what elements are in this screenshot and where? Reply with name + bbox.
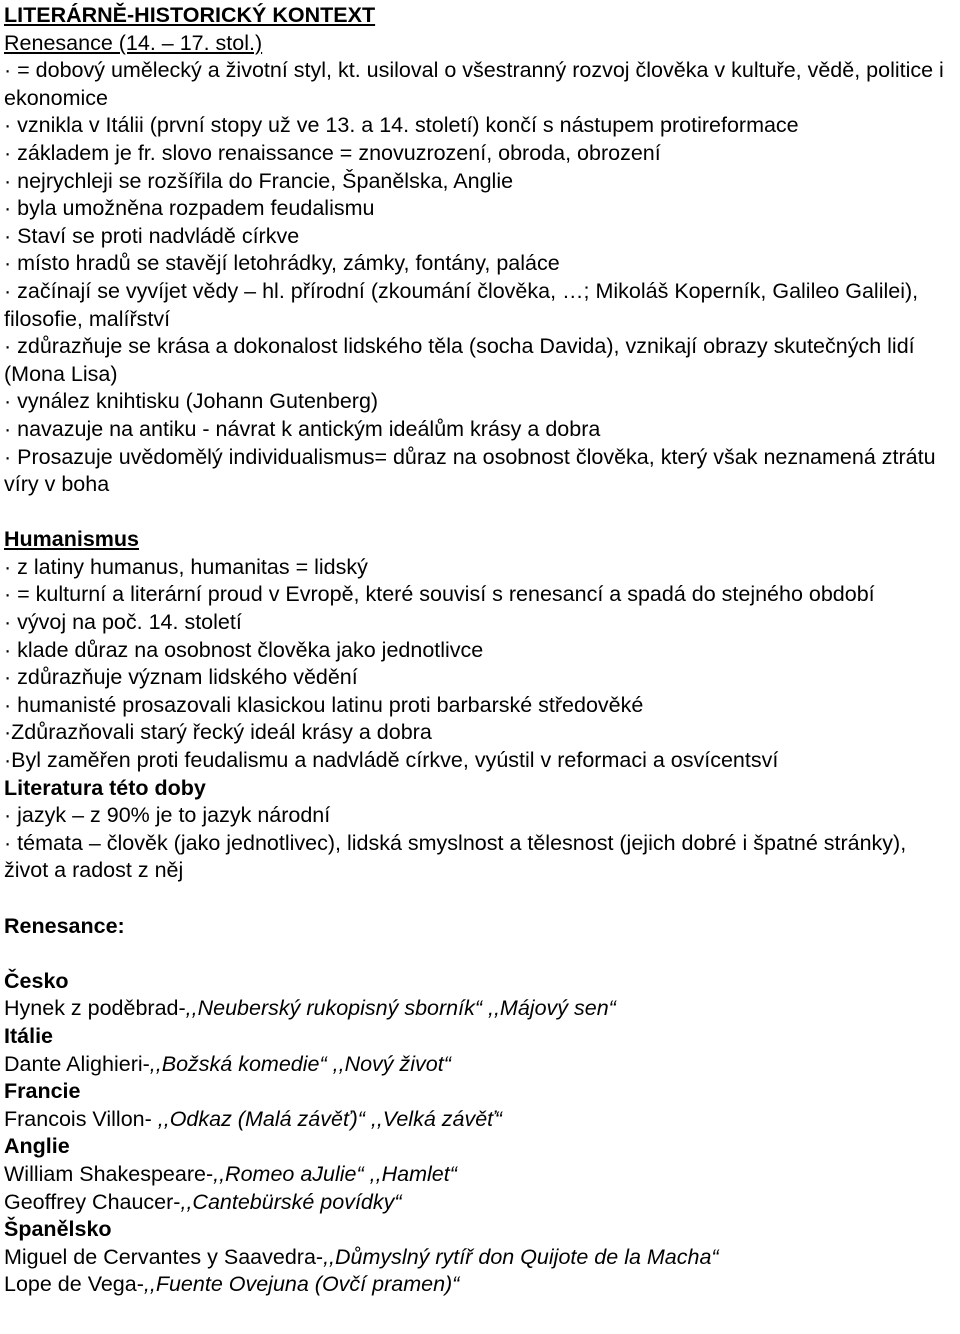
list-item: ·Zdůrazňovali starý řecký ideál krásy a dobra [4, 720, 432, 745]
list-item: · navazuje na antiku - návrat k antickým ideálům krásy a dobra [4, 416, 601, 441]
section-renesance [4, 30, 956, 499]
list-item: · vznikla v Itálii (první stopy už ve 13. a 14. století) končí s nástupem protireformace [4, 113, 799, 138]
author-line [4, 1051, 956, 1079]
list-item: · = dobový umělecký a životní styl, kt. usiloval o všestranný rozvoj člověka v kultuře, vědě, politice i ekonomice [4, 58, 944, 110]
list-item: · zdůrazňuje význam lidského vědění [4, 665, 358, 690]
author-line [4, 1106, 956, 1134]
section-heading-humanismus: Humanismus [4, 527, 140, 552]
spacer [4, 499, 956, 527]
author-works: ,,Důmyslný rytíř don Quijote de la Macha“ [323, 1244, 719, 1269]
list-item: ·Byl zaměřen proti feudalismu a nadvládě církve, vyústil v reformaci a osvícentsví [4, 748, 779, 773]
section-literatura [4, 775, 956, 885]
country-heading: Anglie [4, 1134, 70, 1159]
list-item: · z latiny humanus, humanitas = lidský [4, 554, 368, 579]
list-item: · místo hradů se stavějí letohrádky, zámky, fontány, paláce [4, 251, 560, 276]
list-item: · humanisté prosazovali klasickou latinu proti barbarské středověké [4, 692, 644, 717]
author-line [4, 1271, 956, 1299]
list-item: · Staví se proti nadvládě církve [4, 223, 300, 248]
country-heading: Španělsko [4, 1217, 112, 1242]
list-item: · byla umožněna rozpadem feudalismu [4, 196, 375, 221]
section-heading-literatura: Literatura této doby [4, 775, 206, 800]
author-line [4, 1189, 956, 1217]
author-name: Hynek z poděbrad- [4, 996, 186, 1021]
country-heading: Česko [4, 968, 69, 993]
list-item: · zdůrazňuje se krása a dokonalost lidského těla (socha Davida), vznikají obrazy skutečných lidí (Mona Lisa) [4, 334, 915, 386]
document-title: LITERÁRNĚ-HISTORICKÝ KONTEXT [4, 3, 376, 27]
list-item: · začínají se vyvíjet vědy – hl. přírodní (zkoumání člověka, …; Mikoláš Koperník, Galileo Galilei), filosofie, malířství [4, 278, 919, 331]
author-works: ,,Odkaz (Malá závěť)“ ,,Velká závěť“ [157, 1106, 502, 1131]
list-item: · = kulturní a literární proud v Evropě, které souvisí s renesancí a spadá do stejného období [4, 582, 875, 607]
author-works: ,,Neuberský rukopisný sborník“ ,,Májový sen“ [185, 996, 616, 1021]
list-item: · jazyk – z 90% je to jazyk národní [4, 803, 331, 828]
list-item: · vývoj na poč. 14. století [4, 610, 242, 635]
author-line [4, 995, 956, 1023]
author-works: ,,Cantebürské povídky“ [180, 1189, 402, 1214]
spacer [4, 885, 956, 913]
author-works: ,,Božská komedie“ ,,Nový život“ [149, 1051, 451, 1076]
author-name: Geoffrey Chaucer- [4, 1189, 181, 1214]
list-item: · vynález knihtisku (Johann Gutenberg) [4, 389, 379, 414]
country-heading: Itálie [4, 1023, 53, 1048]
list-item: · klade důraz na osobnost člověka jako jednotlivce [4, 637, 484, 662]
list-item: · nejrychleji se rozšířila do Francie, Španělska, Anglie [4, 168, 514, 193]
section-heading-renesance-autori: Renesance: [4, 913, 125, 938]
author-name: Lope de Vega- [4, 1272, 144, 1297]
section-humanismus [4, 526, 956, 774]
list-item: · základem je fr. slovo renaissance = znovuzrození, obroda, obrození [4, 140, 661, 165]
list-item: · témata – člověk (jako jednotlivec), lidská smyslnost a tělesnost (jejich dobré i špatné stránky), život a radost z něj [4, 830, 907, 883]
author-line [4, 1161, 956, 1189]
author-name: Miguel de Cervantes y Saavedra- [4, 1244, 324, 1269]
country-heading: Francie [4, 1079, 81, 1104]
author-line [4, 1244, 956, 1272]
spacer [4, 940, 956, 968]
author-name: William Shakespeare- [4, 1161, 214, 1186]
author-works: ,,Fuente Ovejuna (Ovčí pramen)“ [143, 1272, 460, 1297]
section-heading-renesance: Renesance (14. – 17. stol.) [4, 30, 263, 55]
author-name: Francois Villon- [4, 1106, 158, 1131]
author-name: Dante Alighieri- [4, 1051, 150, 1076]
list-item: · Prosazuje uvědomělý individualismus= důraz na osobnost člověka, který však neznamená ztrátu víry v boha [4, 444, 936, 497]
author-works: ,,Romeo aJulie“ ,,Hamlet“ [213, 1161, 457, 1186]
section-renesance-autori [4, 913, 956, 1299]
